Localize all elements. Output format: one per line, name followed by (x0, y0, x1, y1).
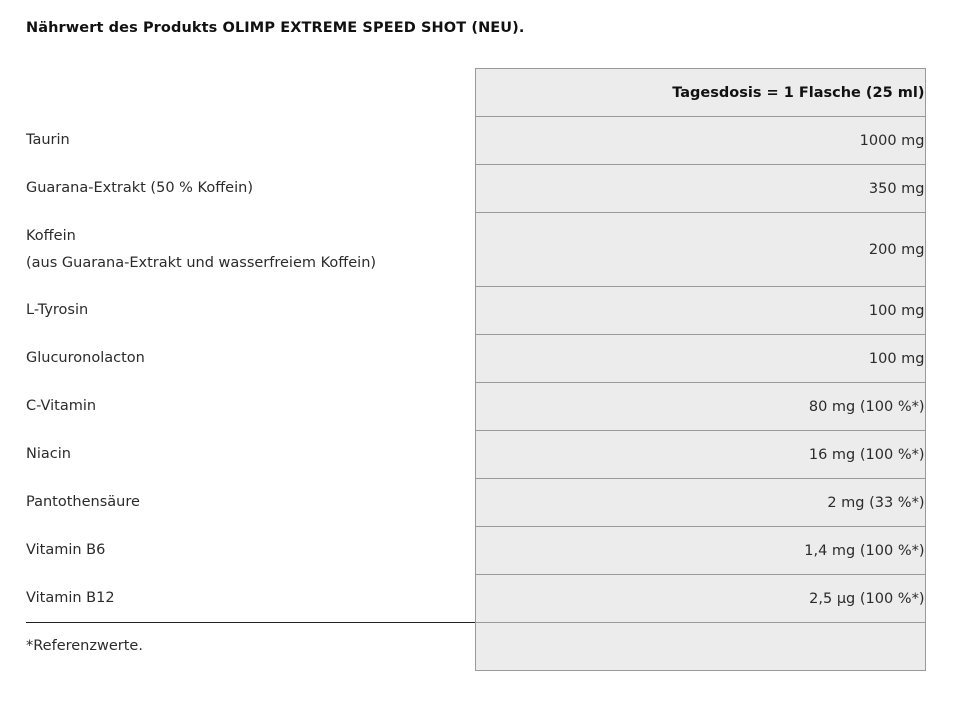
nutrient-value: 16 mg (100 %*) (475, 431, 925, 479)
page-title: Nährwert des Produkts OLIMP EXTREME SPEED SHOT (NEU). (26, 20, 525, 36)
table-row (26, 213, 925, 287)
nutrient-name: L-Tyrosin (26, 302, 89, 318)
table-row (26, 479, 925, 527)
table-header-row (26, 69, 925, 117)
nutrient-value: 200 mg (475, 213, 925, 287)
table-row (26, 431, 925, 479)
nutrition-table (26, 68, 926, 671)
nutrient-value: 2 mg (33 %*) (475, 479, 925, 527)
nutrient-value: 80 mg (100 %*) (475, 383, 925, 431)
nutrient-name: Vitamin B12 (26, 589, 115, 606)
table-row (26, 335, 925, 383)
nutrient-value: 350 mg (475, 165, 925, 213)
table-row (26, 287, 925, 335)
table-row (26, 527, 925, 575)
table-row (26, 575, 925, 623)
nutrient-value: 1,4 mg (100 %*) (475, 527, 925, 575)
nutrient-name: C-Vitamin (26, 398, 97, 414)
nutrient-name: Glucuronolacton (26, 350, 145, 366)
nutrient-value: 100 mg (475, 287, 925, 335)
nutrient-value: 100 mg (475, 335, 925, 383)
nutrient-value: 2,5 µg (100 %*) (475, 575, 925, 623)
nutrient-name: Taurin (26, 132, 70, 148)
nutrient-name-cell (26, 213, 475, 287)
footnote-empty-cell (475, 623, 925, 671)
nutrient-name: Pantothensäure (26, 494, 140, 510)
nutrient-name-note: (aus Guarana-Extrakt und wasserfreiem Koffein) (26, 254, 377, 271)
nutrient-name: Vitamin B6 (26, 542, 106, 558)
nutrient-value: 1000 mg (475, 117, 925, 165)
footnote-row (26, 623, 925, 671)
table-row (26, 165, 925, 213)
nutrient-name: Guarana-Extrakt (50 % Koffein) (26, 180, 253, 196)
footnote: *Referenzwerte. (26, 623, 475, 671)
table-row (26, 383, 925, 431)
column-header-daily-dose: Tagesdosis = 1 Flasche (25 ml) (475, 69, 925, 117)
nutrient-name: Niacin (26, 446, 71, 462)
nutrient-name: Koffein (26, 227, 76, 244)
table-row (26, 117, 925, 165)
header-empty-cell (26, 69, 475, 117)
